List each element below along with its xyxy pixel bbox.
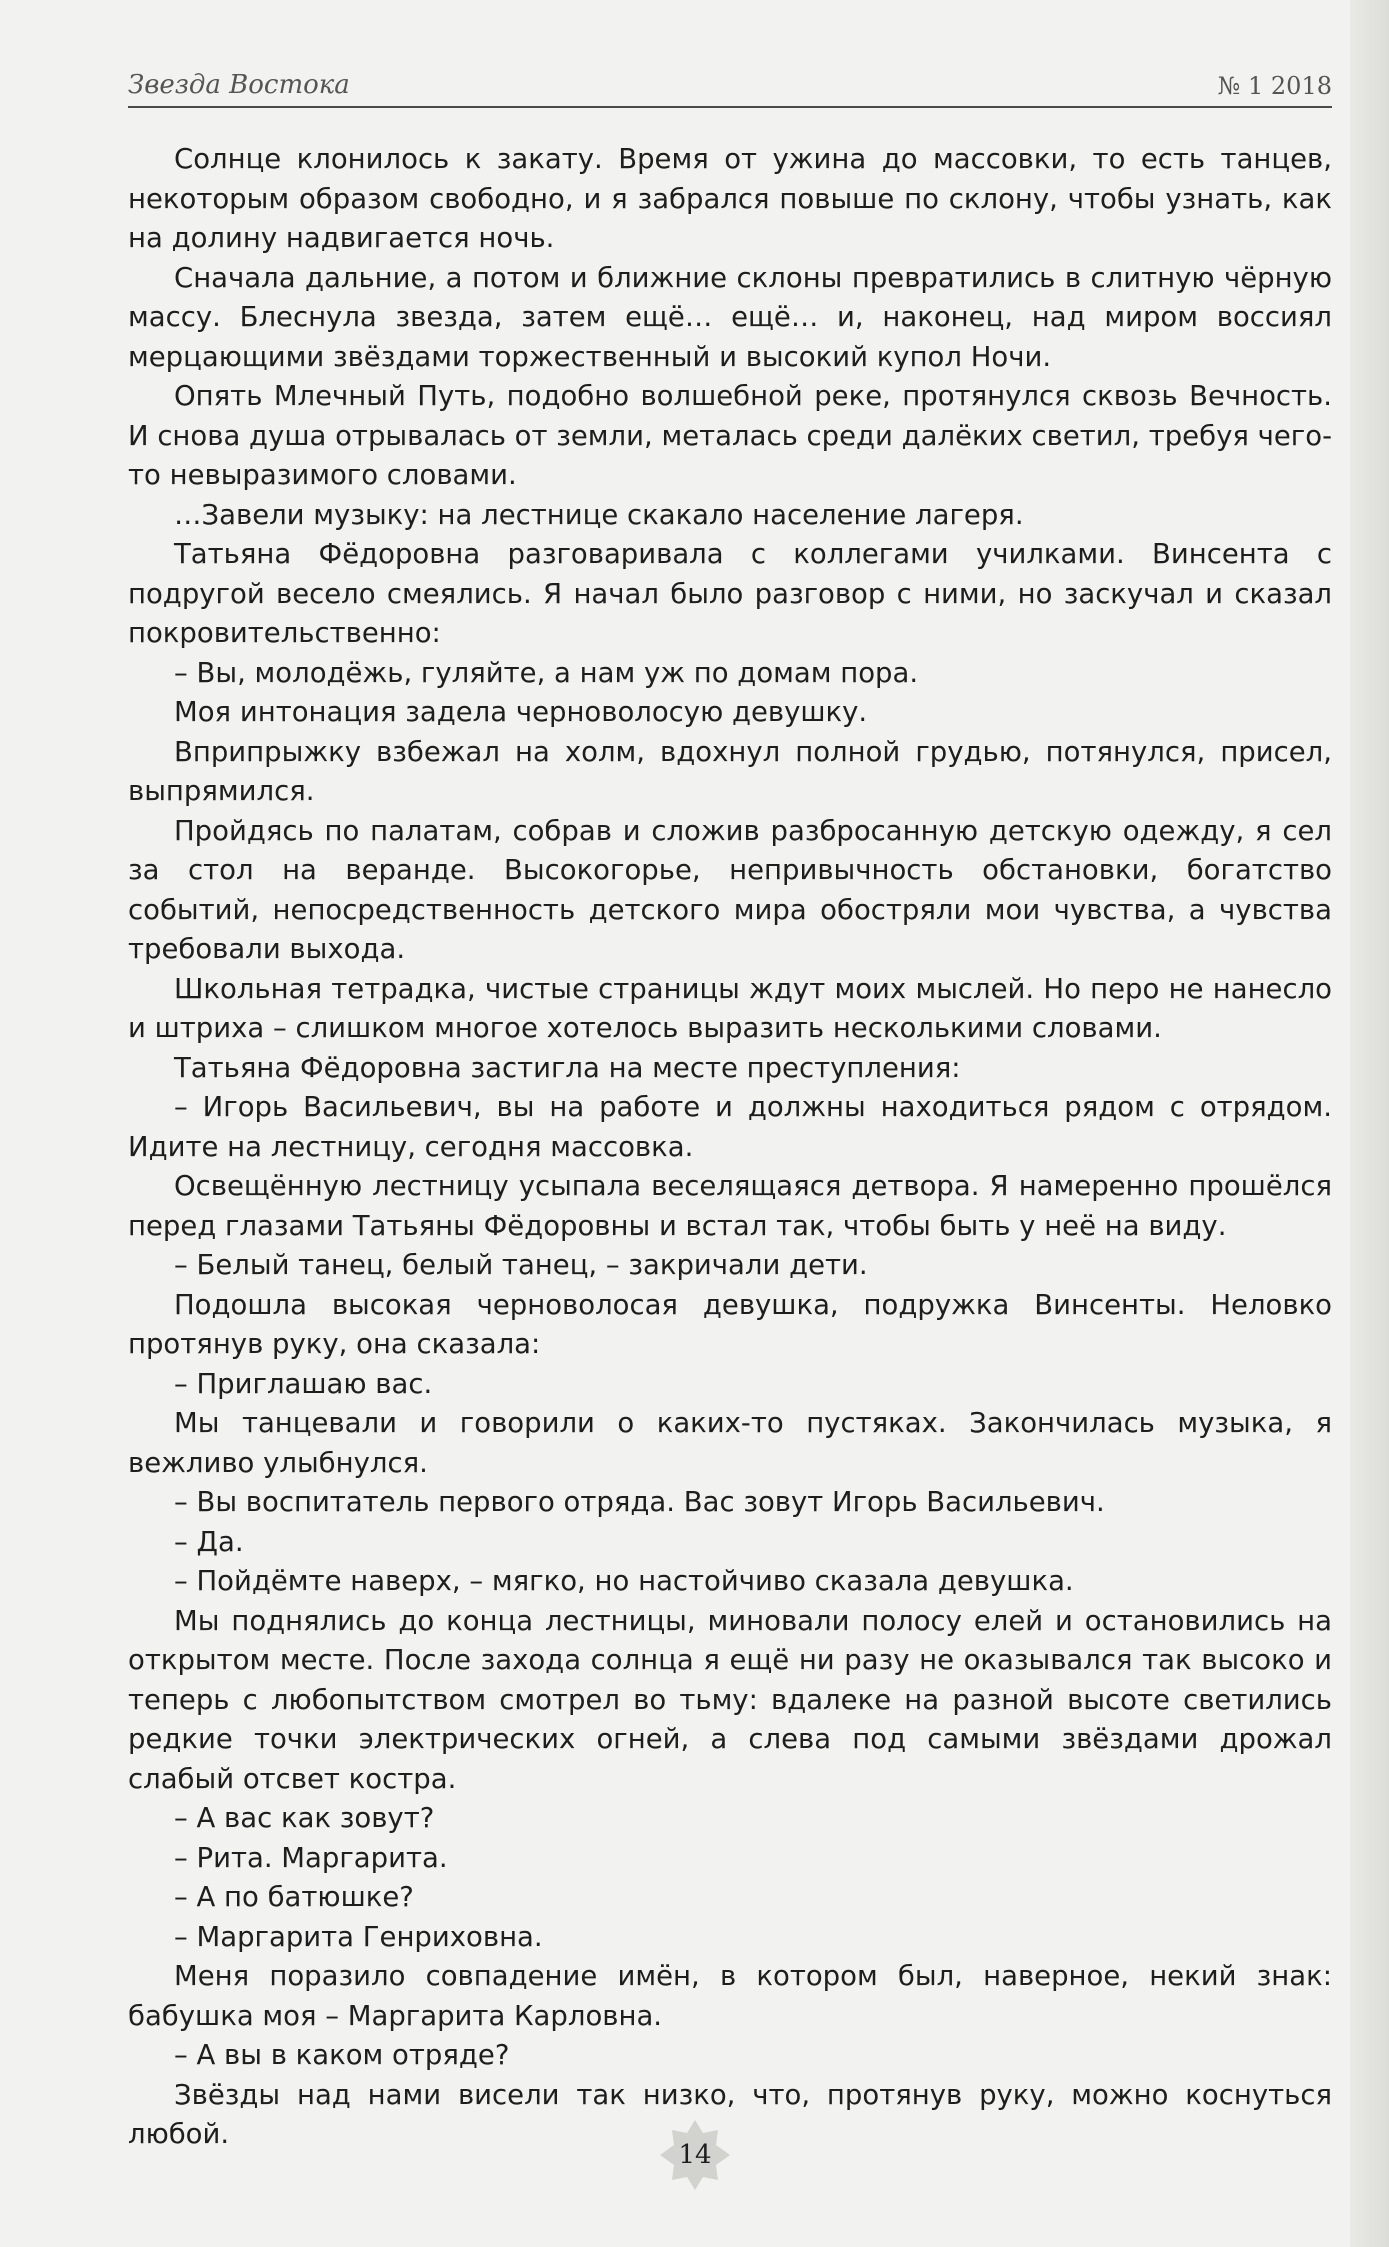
paragraph: Мы поднялись до конца лестницы, миновали полосу елей и остановились на открытом месте. После захода солнца я ещё ни разу не оказывался так высоко и теперь с любопытством смотрел во тьму: вдалеке на разной высоте светились редкие точки электрических огней, а слева под самыми звёздами дрожал слабый отсвет костра. [128,1604,1332,1795]
paragraph: …Завели музыку: на лестнице скакало население лагеря. [174,498,1024,531]
paragraph: Освещённую лестницу усыпала веселящаяся детвора. Я намеренно прошёлся перед глазами Татьяны Фёдоровны и встал так, чтобы быть у неё на виду. [128,1170,1332,1242]
paragraph: Опять Млечный Путь, подобно волшебной реке, протянулся сквозь Вечность. И снова душа отрывалась от земли, металась среди далёких светил, требуя чего-то невыразимого словами. [128,380,1332,491]
paragraph: Солнце клонилось к закату. Время от ужина до массовки, то есть танцев, некоторым образом свободно, и я забрался повыше по склону, чтобы узнать, как на долину надвигается ночь. [128,143,1332,254]
journal-name: Звезда Востока [128,70,350,100]
paragraph: Татьяна Фёдоровна разговаривала с коллегами училками. Винсента с подругой весело смеялись. Я начал было разговор с ними, но заскучал и сказал покровительственно: [128,538,1332,649]
paragraph: Вприпрыжку взбежал на холм, вдохнул полной грудью, потянулся, присел, выпрямился. [128,735,1332,807]
dialogue-line: – Приглашаю вас. [174,1367,433,1400]
dialogue-line: – А вас как зовут? [174,1802,435,1834]
dialogue-line: – Пойдёмте наверх, – мягко, но настойчиво сказала девушка. [174,1565,1074,1597]
running-header [128,68,1332,108]
paragraph: Татьяна Фёдоровна застигла на месте преступления: [174,1051,961,1084]
dialogue-line: – Рита. Маргарита. [174,1841,448,1874]
dialogue-line: – Да. [174,1525,244,1558]
paragraph: Сначала дальние, а потом и ближние склоны превратились в слитную чёрную массу. Блеснула звезда, затем ещё… ещё… и, наконец, над миром воссиял мерцающими звёздами торжественный и высокий купол Ночи. [128,261,1332,373]
issue-number: № 1 2018 [1217,72,1332,100]
paragraph: Пройдясь по палатам, собрав и сложив разбросанную детскую одежду, я сел за стол на веранде. Высокогорье, непривычность обстановки, богатство событий, непосредственность детского мира обостряли мои чувства, а чувства требовали выхода. [128,814,1332,965]
dialogue-line: – А по батюшке? [174,1881,414,1913]
paragraph: Меня поразило совпадение имён, в котором был, наверное, некий знак: бабушка моя – Маргарита Карловна. [128,1960,1332,2032]
paragraph: Звёзды над нами висели так низко, что, протянув руку, можно коснуться любой. [128,2078,1332,2150]
dialogue-line: – Белый танец, белый танец, – закричали дети. [174,1249,868,1281]
dialogue-line: – Вы, молодёжь, гуляйте, а нам уж по домам пора. [174,656,919,689]
paragraph: Подошла высокая черноволосая девушка, подружка Винсенты. Неловко протянув руку, она сказала: [128,1288,1332,1360]
dialogue-line: – Маргарита Генриховна. [174,1920,543,1953]
paragraph: Мы танцевали и говорили о каких-то пустяках. Закончилась музыка, я вежливо улыбнулся. [128,1407,1332,1479]
dialogue-line: – Вы воспитатель первого отряда. Вас зовут Игорь Васильевич. [174,1486,1105,1518]
paragraph: Школьная тетрадка, чистые страницы ждут моих мыслей. Но перо не нанесло и штриха – слишком многое хотелось выразить несколькими словами. [128,972,1332,1044]
paragraph: Моя интонация задела черноволосую девушку. [174,696,868,728]
article-body [128,140,1332,2155]
page-edge-shadow [1350,0,1389,2247]
page-number: 14 [678,2140,712,2170]
dialogue-line: – А вы в каком отряде? [174,2039,510,2071]
dialogue-line: – Игорь Васильевич, вы на работе и должны находиться рядом с отрядом. Идите на лестницу, сегодня массовка. [128,1091,1332,1163]
page-number-badge [658,2118,732,2192]
